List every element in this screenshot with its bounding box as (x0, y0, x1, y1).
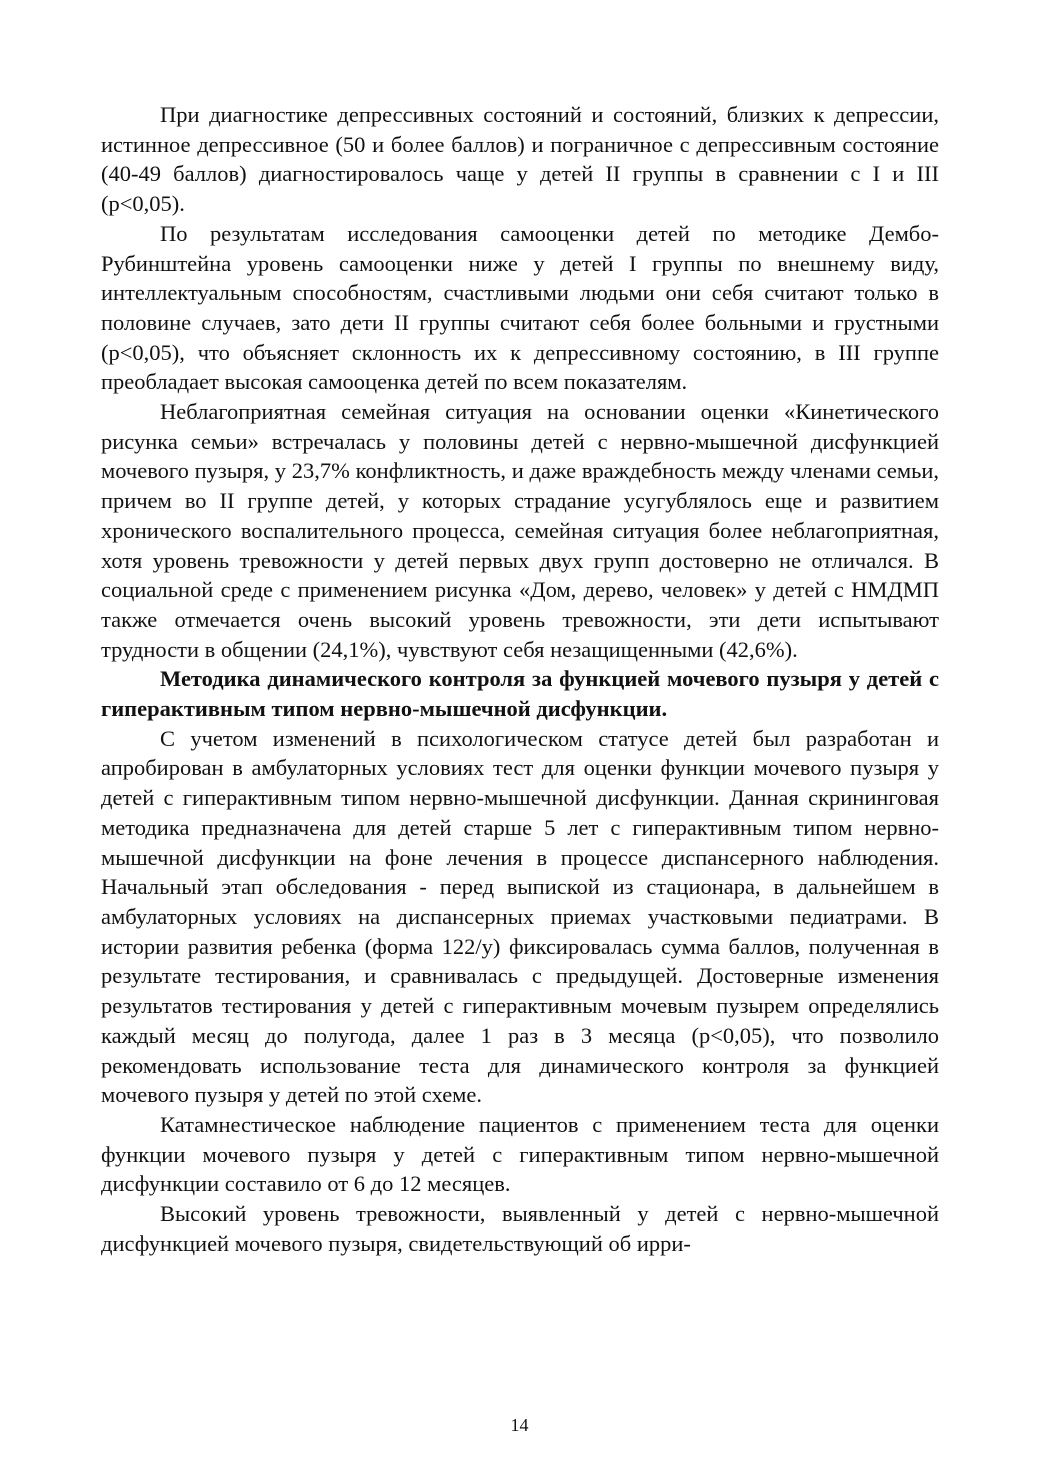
paragraph-test-method: С учетом изменений в психологическом статусе детей был разработан и апробирован в амбулаторных условиях тест для оценки функции мочевого пузыря у детей с гиперактивным типом нервно-мышечной дисфункции. Данная скрининговая методика предназначена для детей старше 5 лет с гиперактивным типом нервно-мышечной дисфункции на фоне лечения в процессе диспансерного наблюдения. Начальный этап обследования - перед выпиской из стационара, в дальнейшем в амбулаторных условиях на диспансерных приемах участковыми педиатрами. В истории развития ребенка (форма 122/у) фиксировалась сумма баллов, полученная в результате тестирования, и сравнивалась с предыдущей. Достоверные изменения результатов тестирования у детей с гиперактивным мочевым пузырем определялись каждый месяц до полугода, далее 1 раз в 3 месяца (р<0,05), что позволило рекомендовать использование теста для динамического контроля за функцией мочевого пузыря у детей по этой схеме. (101, 725, 939, 1108)
paragraph-anxiety: Высокий уровень тревожности, выявленный у детей с нервно-мышечной дисфункцией мочевого пузыря, свидетельствующий об ирри- (101, 1201, 939, 1256)
paragraph-depression-diagnosis: При диагностике депрессивных состояний и состояний, близких к депрессии, истинное депрессивное (50 и более баллов) и пограничное с депрессивным состояние (40-49 баллов) диагностировалось чаще у детей II группы в сравнении с I и III (р<0,05). (101, 102, 939, 217)
section-heading: Методика динамического контроля за функцией мочевого пузыря у детей с гиперактивным типом нервно-мышечной дисфункции. (101, 666, 939, 722)
body-text (101, 100, 939, 1258)
page-number: 14 (510, 1415, 529, 1435)
paragraph-self-esteem: По результатам исследования самооценки детей по методике Дембо-Рубинштейна уровень самооценки ниже у детей I группы по внешнему виду, интеллектуальным способностям, счастливыми людьми они себя считают только в половине случаев, зато дети II группы считают себя более больными и грустными (р<0,05), что объясняет склонность их к депрессивному состоянию, в III группе преобладает высокая самооценка детей по всем показателям. (101, 220, 939, 395)
paragraph-follow-up: Катамнестическое наблюдение пациентов с применением теста для оценки функции мочевого пузыря у детей с гиперактивным типом нервно-мышечной дисфункции составило от 6 до 12 месяцев. (101, 1111, 939, 1197)
paragraph-family-situation: Неблагоприятная семейная ситуация на основании оценки «Кинетического рисунка семьи» встречалась у половины детей с нервно-мышечной дисфункцией мочевого пузыря, у 23,7% конфликтность, и даже враждебность между членами семьи, причем во II группе детей, у которых страдание усугублялось еще и развитием хронического воспалительного процесса, семейная ситуация более неблагоприятная, хотя уровень тревожности у детей первых двух групп достоверно не отличался. В социальной среде с применением рисунка «Дом, дерево, человек» у детей с НМДМП также отмечается очень высокий уровень тревожности, эти дети испытывают трудности в общении (24,1%), чувствуют себя незащищенными (42,6%). (101, 399, 939, 662)
